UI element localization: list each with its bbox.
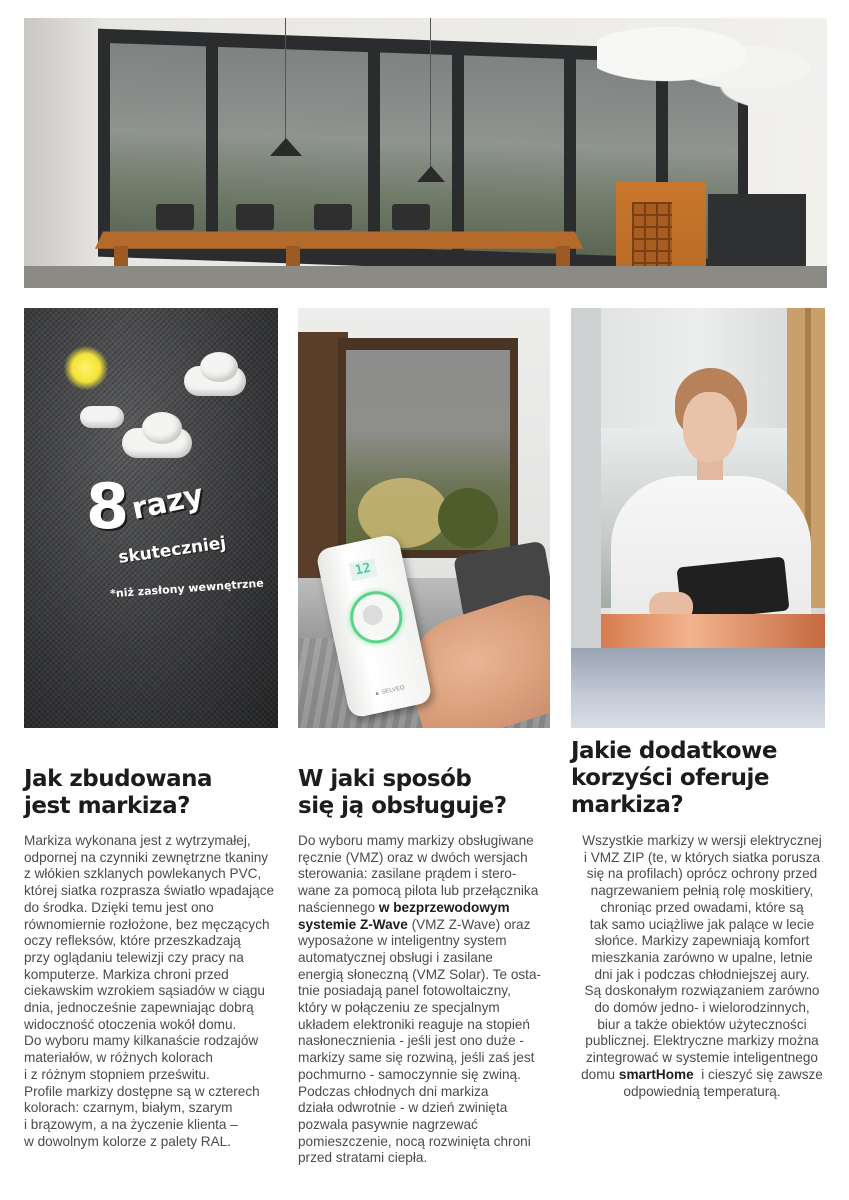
text-line: ciekawskim wzrokiem sąsiadów w ciągu [24,983,265,999]
text-line: tnie posiadają panel fotowoltaiczny, [298,983,511,999]
text-line: słońce. Markizy zapewniają komfort [594,933,810,949]
text-line: naściennego w bezprzewodowym [298,899,510,915]
highlight-zwave: systemie Z-Wave [298,916,408,932]
text-line: widoczność otoczenia wokół domu. [24,1016,237,1032]
text-line: pochmurno - samoczynnie się zwiną. [298,1066,521,1082]
woman-tablet-photo [571,308,825,728]
text-line: i brązowym, a na życzenie klienta – [24,1116,238,1132]
text-line: do środka. Dzięki temu jest ono [24,899,214,915]
text-line: odpowiednią temperaturą. [623,1083,781,1099]
text-line: nasłonecznienia - jeśli jest ono duże - [298,1033,524,1049]
text-line: energią słoneczną (VMZ Solar). Te osta- [298,966,542,982]
text-line: której siatka rozprasza światło wpadające [24,883,275,899]
text-line: pomieszczenie, nocą rozwinięta chroni [298,1133,531,1149]
text-line: Są doskonałym rozwiązaniem zarówno [584,983,820,999]
text-line: mieszkania zarówno w upalne, letnie [591,949,813,965]
text-line: publicznej. Elektryczne markizy można [585,1033,819,1049]
text-line: ręcznie (VMZ) oraz w dwóch wersjach [298,849,528,865]
text-line: markizy same się rozwiną, jeśli zaś jest [298,1050,535,1066]
text-line: się na profilach) oprócz ochrony przed [586,866,818,882]
tablet-device [676,557,789,622]
heading-operation: W jaki sposób się ją obsługuje? [298,766,507,819]
body-operation [298,833,560,1167]
badge-footnote: *niż zasłony wewnętrzne [109,576,265,601]
text-line: Profile markizy dostępne są w czterech [24,1083,260,1099]
mesh-fabric-photo [24,308,278,728]
text-line: kolorach: czarnym, białym, szarym [24,1100,233,1116]
text-line: nagrzewaniem pełnią rolę moskitiery, [590,883,814,899]
text-line: dni jak i podczas chłodniejszej aury. [594,966,810,982]
text-line: sterowania: zasilane prądem i stero- [298,866,517,882]
body-benefits [571,833,833,1100]
text-line: przed stratami ciepła. [298,1150,428,1166]
text-line: Do wyboru mamy markizy obsługiwane [298,833,534,848]
highlight-smarthome: smartHome [618,1066,694,1082]
text-line: pozwala pasywnie nagrzewać [298,1116,478,1132]
hero-interior-photo [24,18,827,288]
badge-number: 8 [86,470,128,543]
text-line: przy oglądaniu telewizji czy pracy na [24,949,244,965]
remote-control-photo [298,308,550,728]
heading-benefits: Jakie dodatkowe korzyści oferuje markiza? [571,738,777,818]
badge-word: razy [128,477,207,527]
text-line: Wszystkie markizy w wersji elektrycznej [582,833,822,848]
text-line: domu smartHome i cieszyć się zawsze [581,1066,823,1082]
text-line: wyposażone w inteligentny system [298,933,507,949]
text-line: tak samo uciążliwe jak palące w lecie [589,916,815,932]
text-line: oczy refleksów, które przeszkadzają [24,933,241,949]
text-line: chroniąc przed owadami, które są [600,899,804,915]
remote-brand: ▲ SELVEO [373,685,406,698]
cloud-icon [80,406,124,428]
text-line: który w połączeniu ze specjalnym [298,1000,500,1016]
text-line: dnia, jednocześnie zapewniając dobrą [24,1000,254,1016]
text-line: zintegrować w systemie inteligentnego [586,1050,818,1066]
text-line: komputerze. Markiza chroni przed [24,966,229,982]
text-line: biur a także obiektów użyteczności [597,1016,807,1032]
badge-subtitle: skuteczniej [117,533,228,568]
text-line: Podczas chłodnych dni markiza [298,1083,489,1099]
remote-display: 12 [349,559,378,582]
text-line: równomiernie rozłożone, bez męczących [24,916,270,932]
text-line: do domów jedno- i wielorodzinnych, [594,1000,810,1016]
text-line: systemie Z-Wave (VMZ Z-Wave) oraz [298,916,531,932]
text-line: Do wyboru mamy kilkanaście rodzajów [24,1033,259,1049]
text-line: automatycznej obsługi i zasilane [298,949,493,965]
text-line: wane za pomocą pilota lub przełącznika [298,883,539,899]
body-construction [24,833,286,1150]
sun-icon [64,346,108,390]
text-line: i VMZ ZIP (te, w których siatka porusza [583,849,821,865]
text-line: układem elektroniki reaguje na stopień [298,1016,530,1032]
text-line: w dowolnym kolorze z palety RAL. [24,1133,232,1149]
text-line: Markiza wykonana jest z wytrzymałej, [24,833,251,848]
text-line: odpornej na czynniki zewnętrzne tkaniny [24,849,269,865]
heading-construction: Jak zbudowana jest markiza? [24,766,213,819]
highlight-wireless: w bezprzewodowym [378,899,510,915]
text-line: z włókien szklanych powlekanych PVC, [24,866,262,882]
text-line: i z różnym stopniem prześwitu. [24,1066,210,1082]
text-line: materiałów, w różnych kolorach [24,1050,213,1066]
text-line: działa odwrotnie - w dzień zwinięta [298,1100,508,1116]
